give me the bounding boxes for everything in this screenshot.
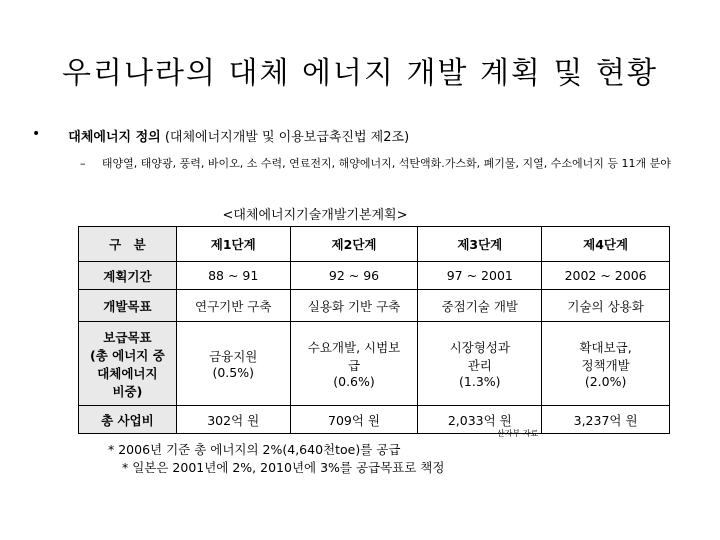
table-header-row [79,227,670,262]
cell-line: (2.0%) [584,374,627,389]
energy-fields-text: 태양열, 태양광, 풍력, 바이오, 소 수력, 연료전지, 해양에너지, 석탄액화.가스화, 폐기물, 지열, 수소에너지 등 11개 분야 [101,157,671,170]
cell-line: (0.6%) [333,374,375,389]
table-cell: 기술의 상용화 [542,290,670,322]
bullet-marker: • [32,126,41,142]
definition-bullet [32,126,409,145]
table-cell: 97 ~ 2001 [418,262,542,290]
cell-line: 급 [347,358,361,373]
cell-line: 수요개발, 시범보 [307,340,401,355]
label-line: 보급목표 [103,329,152,345]
plan-table [78,226,670,434]
cell-line: (1.3%) [459,374,501,389]
table-cell [176,322,290,406]
table-cell: 연구기반 구축 [176,290,290,322]
cell-line: 정책개발 [581,358,630,373]
header-stage-4: 제4단계 [542,227,670,262]
header-stage-3: 제3단계 [418,227,542,262]
row-label-period: 계획기간 [79,262,177,290]
cell-line: 시장형성과 [449,340,510,355]
source-note: 산자부 자료 [497,429,539,438]
table-cell [290,322,418,406]
table-cell: 2,033억 원 [418,406,542,434]
dash-marker: – [80,157,86,170]
label-line: 비중) [112,383,143,399]
row-label-supply-target [79,322,177,406]
label-line: (총 에너지 중 [90,347,165,363]
table-cell: 302억 원 [176,406,290,434]
table-row [79,322,670,406]
table-row [79,262,670,290]
table-cell: 709억 원 [290,406,418,434]
table-cell: 2002 ~ 2006 [542,262,670,290]
row-label-goal: 개발목표 [79,290,177,322]
header-category: 구 분 [79,227,177,262]
energy-fields-bullet [80,158,680,170]
header-stage-1: 제1단계 [176,227,290,262]
label-line: 대체에너지 [97,365,158,381]
row-label-budget: 총 사업비 [79,406,177,434]
slide-title: 우리나라의 대체 에너지 개발 계획 및 현황 [62,56,658,91]
table-cell: 88 ~ 91 [176,262,290,290]
cell-line: 관리 [467,358,492,373]
table-cell [418,322,542,406]
cell-line: 확대보급, [579,340,632,355]
table-cell: 3,237억 원 [542,406,670,434]
header-stage-2: 제2단계 [290,227,418,262]
footnote-japan-target: * 일본은 2001년에 2%, 2010년에 3%를 공급목표로 책정 [122,460,445,475]
cell-line: 금융지원 [209,349,258,364]
table-cell [542,322,670,406]
table-cell: 92 ~ 96 [290,262,418,290]
footnote-2006-target: * 2006년 기준 총 에너지의 2%(4,640천toe)를 공급 [108,442,401,457]
table-cell: 중점기술 개발 [418,290,542,322]
definition-label: 대체에너지 정의 [68,130,161,145]
table-row [79,290,670,322]
table-row [79,406,670,434]
plan-heading: <대체에너지기술개발기본계획> [222,208,408,223]
cell-line: (0.5%) [212,365,254,380]
table-cell: 실용화 기반 구축 [290,290,418,322]
definition-law: (대체에너지개발 및 이용보급촉진법 제2조) [164,130,410,145]
